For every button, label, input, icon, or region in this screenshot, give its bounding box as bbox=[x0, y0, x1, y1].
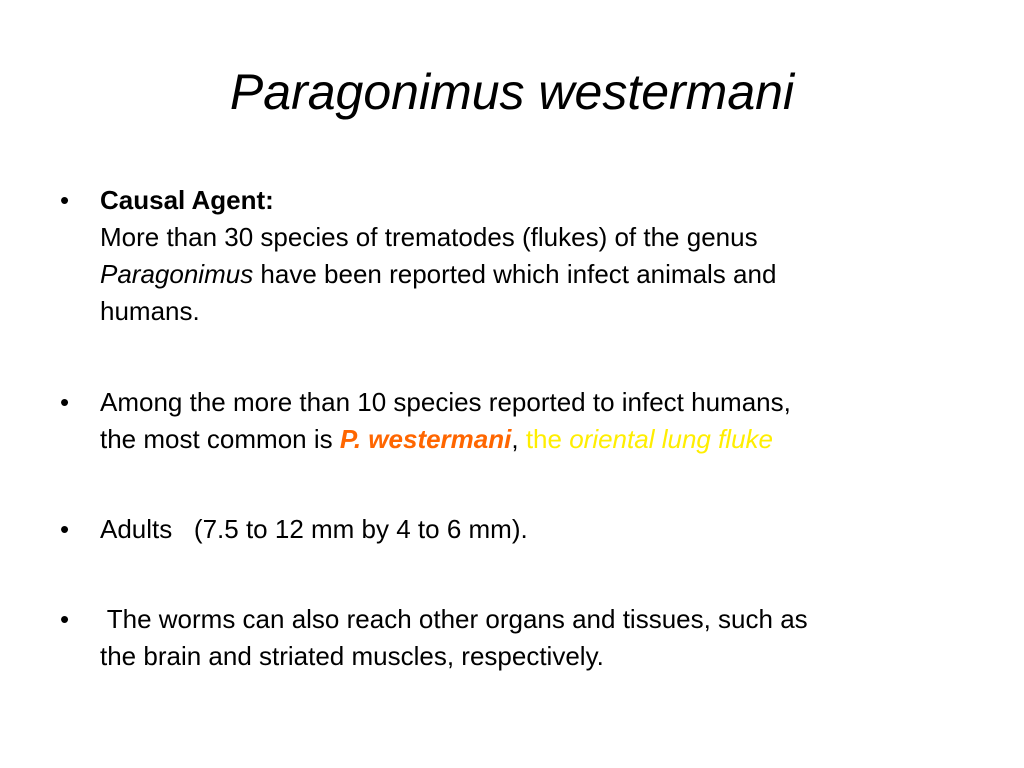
causal-agent-line-2 bbox=[100, 256, 980, 293]
other-organs-line-2: the brain and striated muscles, respectively. bbox=[100, 641, 604, 671]
the-word: the bbox=[518, 424, 570, 454]
common-species-prefix: the most common is bbox=[100, 424, 340, 454]
bullet-other-organs bbox=[60, 601, 980, 675]
bullet-marker: • bbox=[60, 185, 70, 215]
species-name: P. westermani bbox=[339, 424, 512, 454]
genus-name: Paragonimus bbox=[100, 259, 254, 289]
common-species-line-2 bbox=[100, 421, 980, 458]
slide-title: Paragonimus westermani bbox=[229, 64, 795, 120]
bullet-causal-agent bbox=[60, 182, 980, 330]
causal-agent-line-2-rest: have been reported which infect animals and bbox=[253, 259, 777, 289]
bullet-adult-size bbox=[60, 511, 980, 548]
causal-agent-label: Causal Agent: bbox=[100, 185, 274, 215]
causal-agent-line-1: More than 30 species of trematodes (flukes) of the genus bbox=[100, 222, 758, 252]
species-comma: , bbox=[511, 424, 519, 454]
bullet-marker: • bbox=[60, 604, 70, 634]
bullet-marker: • bbox=[60, 514, 70, 544]
causal-agent-line-3: humans. bbox=[100, 296, 200, 326]
common-species-line-1: Among the more than 10 species reported to infect humans, bbox=[100, 387, 791, 417]
bullet-common-species bbox=[60, 384, 980, 458]
common-name: oriental lung fluke bbox=[569, 424, 774, 454]
other-organs-line-1: The worms can also reach other organs and tissues, such as bbox=[100, 604, 808, 634]
bullet-marker: • bbox=[60, 387, 70, 417]
adult-size-text: Adults (7.5 to 12 mm by 4 to 6 mm). bbox=[100, 514, 528, 544]
